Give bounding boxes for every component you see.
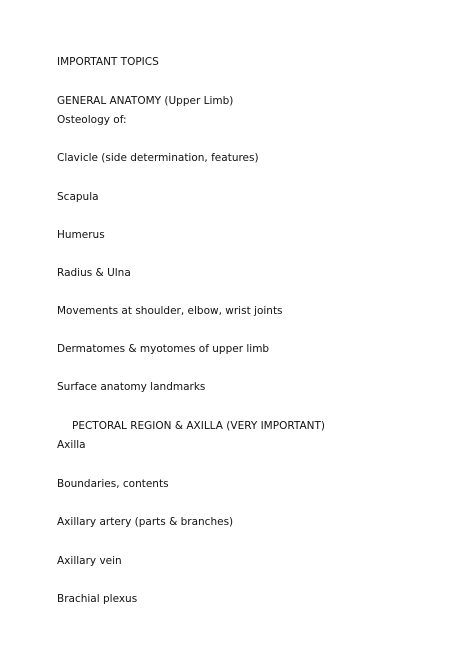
topic-item: Surface anatomy landmarks	[57, 381, 206, 393]
topic-item: Boundaries, contents	[57, 478, 169, 490]
section-heading-pectoral-axilla: PECTORAL REGION & AXILLA (VERY IMPORTANT)	[72, 420, 326, 432]
topic-item: Humerus	[57, 229, 105, 241]
topic-item: Scapula	[57, 191, 99, 203]
osteology-subheading: Osteology of:	[57, 114, 127, 126]
topic-item: Radius & Ulna	[57, 267, 131, 279]
topic-item: Brachial plexus	[57, 593, 138, 605]
section-heading-general-anatomy: GENERAL ANATOMY (Upper Limb)	[57, 95, 234, 107]
topic-item: Movements at shoulder, elbow, wrist joints	[57, 305, 283, 317]
topic-item: Axilla	[57, 439, 86, 451]
document-title: IMPORTANT TOPICS	[57, 56, 159, 68]
topic-item: Axillary vein	[57, 555, 122, 567]
topic-item: Axillary artery (parts & branches)	[57, 516, 234, 528]
topic-item: Dermatomes & myotomes of upper limb	[57, 343, 270, 355]
topic-item: Clavicle (side determination, features)	[57, 152, 259, 164]
